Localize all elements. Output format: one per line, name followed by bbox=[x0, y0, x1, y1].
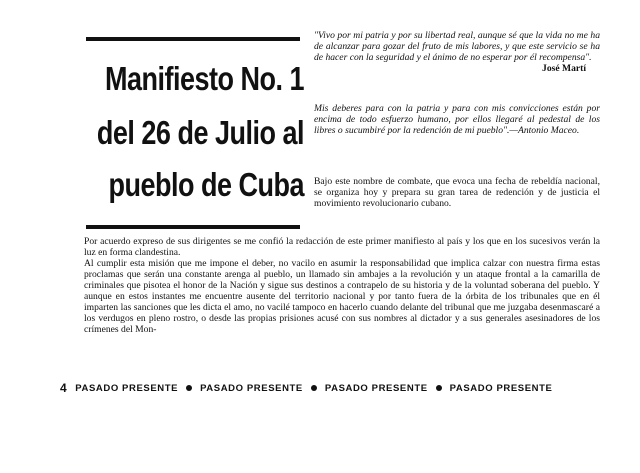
intro-paragraph: Bajo este nombre de combate, que evoca una fecha de rebeldía nacional, se organiza hoy y prepara su gran tarea de redención y de justicia el movimiento revolucionario cubano. bbox=[314, 176, 600, 209]
epigraph-maceo bbox=[314, 103, 600, 136]
banner-text: PASADO PRESENTE bbox=[200, 382, 303, 394]
bullet-dot-icon bbox=[436, 385, 442, 391]
page-number: 4 bbox=[60, 381, 68, 395]
article-body bbox=[84, 236, 600, 335]
epigraph-author: José Martí bbox=[542, 63, 586, 74]
headline-line-3: pueblo de Cuba bbox=[108, 166, 304, 204]
headline-line-2: del 26 de Julio al bbox=[96, 114, 304, 152]
bullet-dot-icon bbox=[186, 385, 192, 391]
epigraph-text: Mis deberes para con la patria y para con mis convicciones están por encima de todo esfuerzo humano, por ellos llegaré al pedestal de los libres o sucumbiré por la redención de mi pueblo".—Antonio Maceo. bbox=[314, 103, 600, 136]
bullet-dot-icon bbox=[311, 385, 317, 391]
epigraph-marti bbox=[314, 30, 600, 74]
middle-rule bbox=[86, 225, 300, 229]
top-rule bbox=[86, 37, 300, 41]
epigraph-text: "Vivo por mi patria y por su libertad real, aunque sé que la vida no me ha de alcanzar para gozar del fruto de mis labores, y que este servicio se ha de hacer con la seguridad y el ánimo de no esperar por él recompensa". bbox=[314, 30, 600, 63]
banner-text: PASADO PRESENTE bbox=[324, 382, 428, 394]
body-paragraph: Por acuerdo expreso de sus dirigentes se me confió la redacción de este primer manifiesto al país y los que en los sucesivos verán la luz en forma clandestina. bbox=[84, 236, 600, 258]
banner-text: PASADO PRESENTE bbox=[75, 382, 179, 394]
body-paragraph: Al cumplir esta misión que me impone el deber, no vacilo en asumir la responsabilidad que implica calzar con nuestra firma estas proclamas que serán una constante arenga al pueblo, un llamado sin ambajes a la revolución y un ataque frontal a la camarilla de criminales que pisotea el honor de la Nación y sigue sus destinos a contrapelo de su historia y de la voluntad soberana del pueblo. Y aunque en estos instantes me encuentre ausente del territorio nacional y por tanto fuera de la órbita de los tribunales que en él imparten las sanciones que les dicta el amo, no vacilé tampoco en hacerlo cuando delante del tribunal que me juzgaba desenmascaré a los verdugos en pleno rostro, o desde las propias prisiones acusé con sus nombres al dictador y a sus generales asesinadores de los crímenes del Mon- bbox=[84, 258, 600, 335]
headline-line-1: Manifiesto No. 1 bbox=[104, 60, 304, 98]
banner-text: PASADO PRESENTE bbox=[449, 382, 553, 394]
footer-banner bbox=[60, 380, 605, 396]
